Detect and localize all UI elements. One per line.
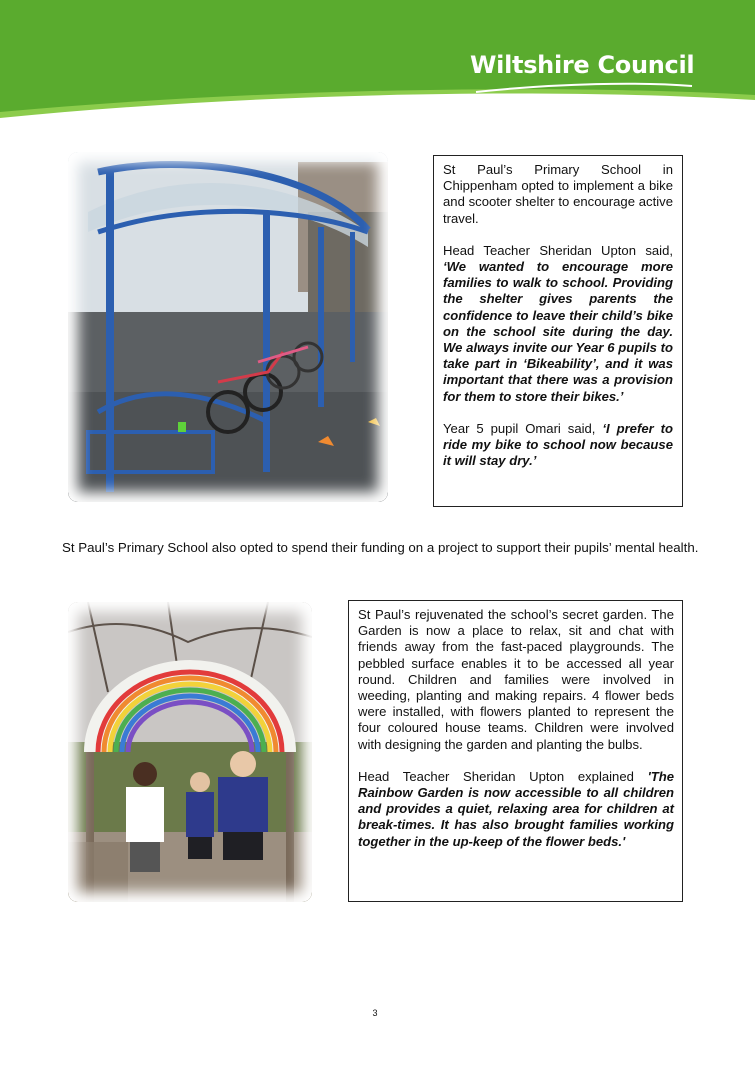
header-banner bbox=[0, 0, 755, 130]
page-number: 3 bbox=[372, 1008, 378, 1018]
pupil-quote-text: ‘I prefer to ride my bike to school now because it will stay dry.’ bbox=[443, 420, 673, 469]
pupil-quote-lead: Year 5 pupil Omari said, bbox=[443, 420, 603, 436]
mental-health-paragraph: St Paul’s Primary School also opted to spend their funding on a project to support their pupils’ mental health. bbox=[62, 540, 699, 555]
pupil-quote bbox=[443, 421, 673, 470]
head-teacher-quote-2 bbox=[358, 769, 674, 850]
rainbow-garden-text-box bbox=[348, 600, 683, 902]
rainbow-garden-body: St Paul’s rejuvenated the school’s secret garden. The Garden is now a place to relax, sit and chat with friends away from the fast-paced playgrounds. The pebbled surface enables it to be accessed all year round. Children and families were involved in weeding, planting and making repairs. 4 flower beds were installed, with flowers planted to represent the four coloured house teams. Children were involved with designing the garden and planting the bulbs. bbox=[358, 607, 674, 752]
rainbow-garden-photo bbox=[68, 602, 312, 902]
quote-lead-2: Head Teacher Sheridan Upton explained bbox=[358, 768, 648, 784]
bike-shelter-intro: St Paul’s Primary School in Chippenham opted to implement a bike and scooter shelter to encourage active travel. bbox=[443, 162, 673, 226]
bike-shelter-photo bbox=[68, 152, 388, 502]
head-teacher-quote-1 bbox=[443, 243, 673, 405]
quote-text-2: 'The Rainbow Garden is now accessible to all children and provides a quiet, relaxing area for children at break-times. It has also brought families working together in the up-keep of the flower beds.' bbox=[358, 768, 674, 849]
quote-lead: Head Teacher Sheridan Upton said, bbox=[443, 242, 673, 258]
quote-text: ‘We wanted to encourage more families to walk to school. Providing the shelter gives parents the confidence to leave their child’s bike on the school site during the day. We always invite our Year 6 pupils to take part in ‘Bikeability’, and it was important that there was a provision for them to store their bikes.’ bbox=[443, 259, 673, 404]
wiltshire-council-logo: Wiltshire Council bbox=[470, 51, 695, 79]
bike-shelter-text-box bbox=[433, 155, 683, 507]
